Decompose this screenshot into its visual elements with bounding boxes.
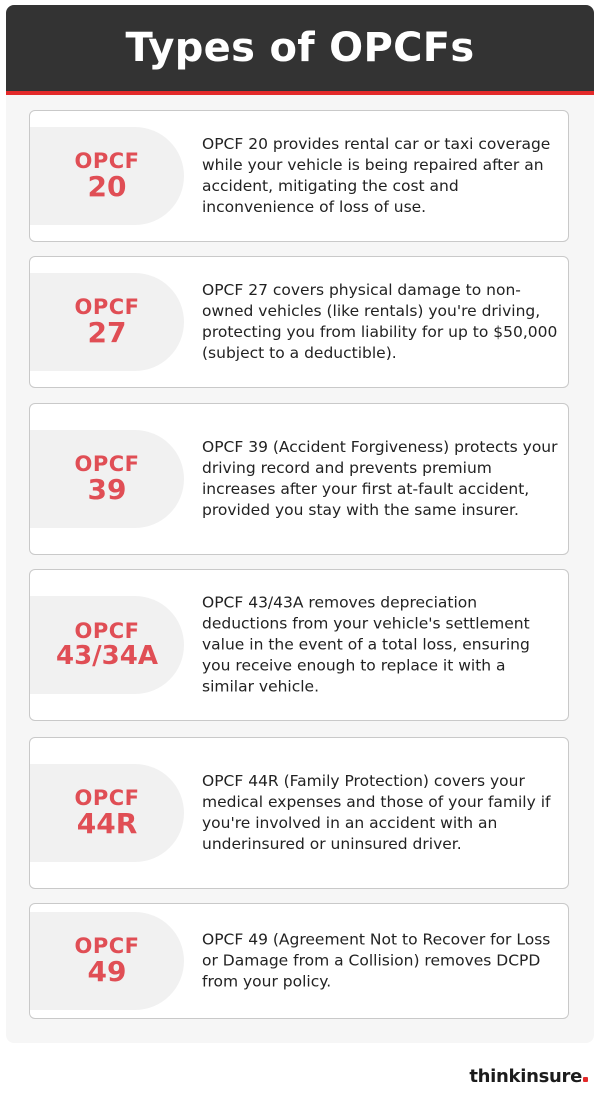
badge-number: 43/34A (56, 641, 158, 671)
opcf-card-20 (29, 110, 569, 242)
badge-label: OPCF (74, 149, 140, 173)
badge-label: OPCF (74, 934, 140, 958)
opcf-card-27 (29, 256, 569, 388)
opcf-badge (30, 127, 184, 225)
opcf-card-43 (29, 569, 569, 721)
badge-number: 20 (87, 170, 127, 203)
badge-label: OPCF (74, 619, 140, 643)
badge-number: 39 (87, 473, 127, 506)
logo-dot-icon (583, 1077, 588, 1082)
opcf-card-44r (29, 737, 569, 889)
card-description: OPCF 27 covers physical damage to non-owned vehicles (like rentals) you're driving, protecting you from liability for up to $50,000 (subject to a deductible). (202, 281, 558, 362)
badge-number: 44R (76, 807, 138, 840)
badge-number: 27 (87, 316, 127, 349)
opcf-badge (30, 273, 184, 371)
badge-label: OPCF (74, 786, 140, 810)
brand-logo (469, 1066, 588, 1087)
opcf-badge (30, 764, 184, 862)
card-description: OPCF 44R (Family Protection) covers your medical expenses and those of your family if you're involved in an accident with an underinsured or uninsured driver. (202, 772, 551, 853)
opcf-badge (30, 430, 184, 528)
opcf-card-39 (29, 403, 569, 555)
opcf-card-49 (29, 903, 569, 1019)
brand-logo-text: thinkinsure (469, 1066, 582, 1087)
opcf-badge (30, 912, 184, 1010)
card-description: OPCF 20 provides rental car or taxi coverage while your vehicle is being repaired after an accident, mitigating the cost and inconvenience of loss of use. (202, 135, 551, 216)
badge-label: OPCF (74, 295, 140, 319)
header-banner (6, 5, 594, 95)
card-description: OPCF 39 (Accident Forgiveness) protects your driving record and prevents premium increases after your first at-fault accident, provided you stay with the same insurer. (202, 438, 558, 519)
opcf-badge (30, 596, 184, 694)
infographic-frame (6, 5, 594, 1043)
badge-label: OPCF (74, 452, 140, 476)
card-description: OPCF 43/43A removes depreciation deductions from your vehicle's settlement value in the event of a total loss, ensuring you receive enough to replace it with a similar vehicle. (202, 593, 530, 696)
card-description: OPCF 49 (Agreement Not to Recover for Loss or Damage from a Collision) removes DCPD from your policy. (202, 930, 551, 991)
badge-number: 49 (87, 955, 127, 988)
page-title: Types of OPCFs (125, 25, 475, 71)
